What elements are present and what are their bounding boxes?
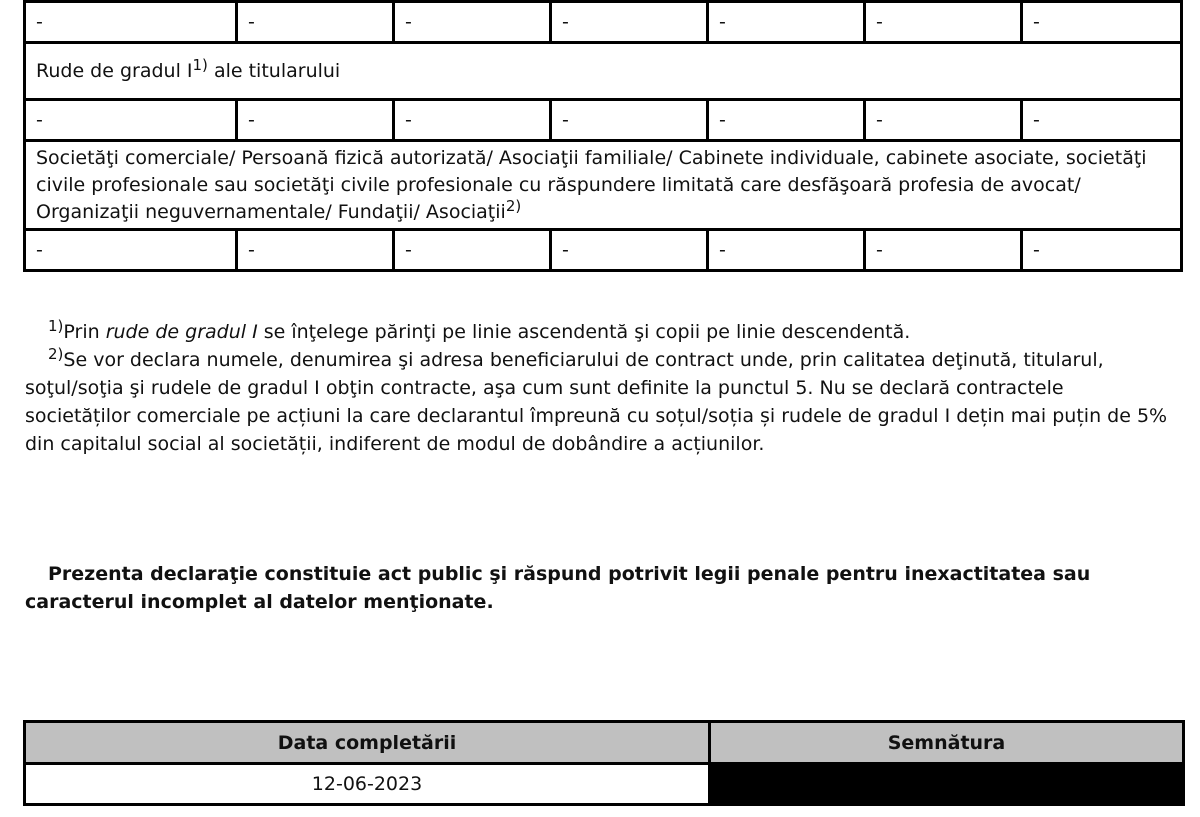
table-cell: -: [394, 230, 551, 271]
date-header: Data completării: [25, 722, 710, 764]
table-cell: -: [25, 100, 237, 141]
table-cell: -: [394, 100, 551, 141]
table-cell: -: [1022, 100, 1182, 141]
table-cell: -: [237, 100, 394, 141]
table-cell: -: [25, 230, 237, 271]
signature-table: [23, 720, 1185, 806]
section-row-companies: [25, 141, 1182, 230]
footnote-marker: 1): [48, 317, 64, 335]
table-cell: -: [708, 230, 865, 271]
footnote-indent: [25, 345, 64, 371]
section-heading-text: Societăţi comerciale/ Persoană fizică autorizată/ Asociaţii familiale/ Cabinete individuale, cabinete asociate, societăţi civile profesionale sau societăţi civile profesionale cu răspundere limitată care desfăşoară profesia de avocat/ Organizaţii neguvernamentale/ Fundaţii/ Asociaţii: [36, 147, 1147, 223]
table-cell: -: [551, 100, 708, 141]
table-row: [25, 100, 1182, 141]
section-heading-text: Rude de gradul I: [36, 60, 193, 82]
signature-table-header: [25, 722, 1184, 764]
table-cell: -: [551, 2, 708, 43]
table-cell: -: [708, 100, 865, 141]
assets-table: [23, 0, 1183, 272]
section-heading-companies: [25, 141, 1182, 230]
table-cell: -: [551, 230, 708, 271]
footnote-2: [25, 346, 1175, 458]
table-cell: -: [394, 2, 551, 43]
footnotes: [25, 318, 1175, 458]
table-cell: -: [237, 2, 394, 43]
section-heading-rest: ale titularului: [207, 60, 341, 82]
footnote-marker: 2): [48, 345, 64, 363]
footnote-text: Prin: [63, 321, 106, 343]
footnote-italic-term: rude de gradul I: [105, 321, 258, 343]
legal-statement: Prezenta declaraţie constituie act public şi răspund potrivit legii penale pentru inexactitatea sau caracterul incomplet al datelor menţionate.: [25, 563, 1091, 613]
table-cell: -: [708, 2, 865, 43]
footnote-ref-2: 2): [505, 197, 522, 215]
table-row: [25, 2, 1182, 43]
signature-header: Semnătura: [710, 722, 1184, 764]
date-value: 12-06-2023: [25, 764, 710, 805]
section-heading-relatives: [25, 43, 1182, 100]
table-cell: -: [237, 230, 394, 271]
table-cell: -: [865, 230, 1022, 271]
footnote-ref-1: 1): [192, 56, 208, 74]
table-cell: -: [1022, 2, 1182, 43]
section-row-relatives: [25, 43, 1182, 100]
footnote-text: Se vor declara numele, denumirea şi adresa beneficiarului de contract unde, prin calitatea deţinută, titularul, soţul/soţia şi rudele de gradul I obţin contracte, aşa cum sunt definite la punctul 5. Nu se declară contractele societăților comerciale pe acțiuni la care declarantul împreună cu soțul/soția și rudele de gradul I dețin mai puțin de 5% din capitalul social al societății, indiferent de modul de dobândire a acțiunilor.: [25, 349, 1168, 455]
table-cell: -: [865, 100, 1022, 141]
footnote-text: se înţelege părinţi pe linie ascendentă şi copii pe linie descendentă.: [257, 321, 911, 343]
signature-redacted: [710, 764, 1184, 805]
table-cell: -: [1022, 230, 1182, 271]
footnote-1: [25, 318, 1175, 346]
table-cell: -: [865, 2, 1022, 43]
signature-table-row: [25, 764, 1184, 805]
table-row: [25, 230, 1182, 271]
table-cell: -: [25, 2, 237, 43]
